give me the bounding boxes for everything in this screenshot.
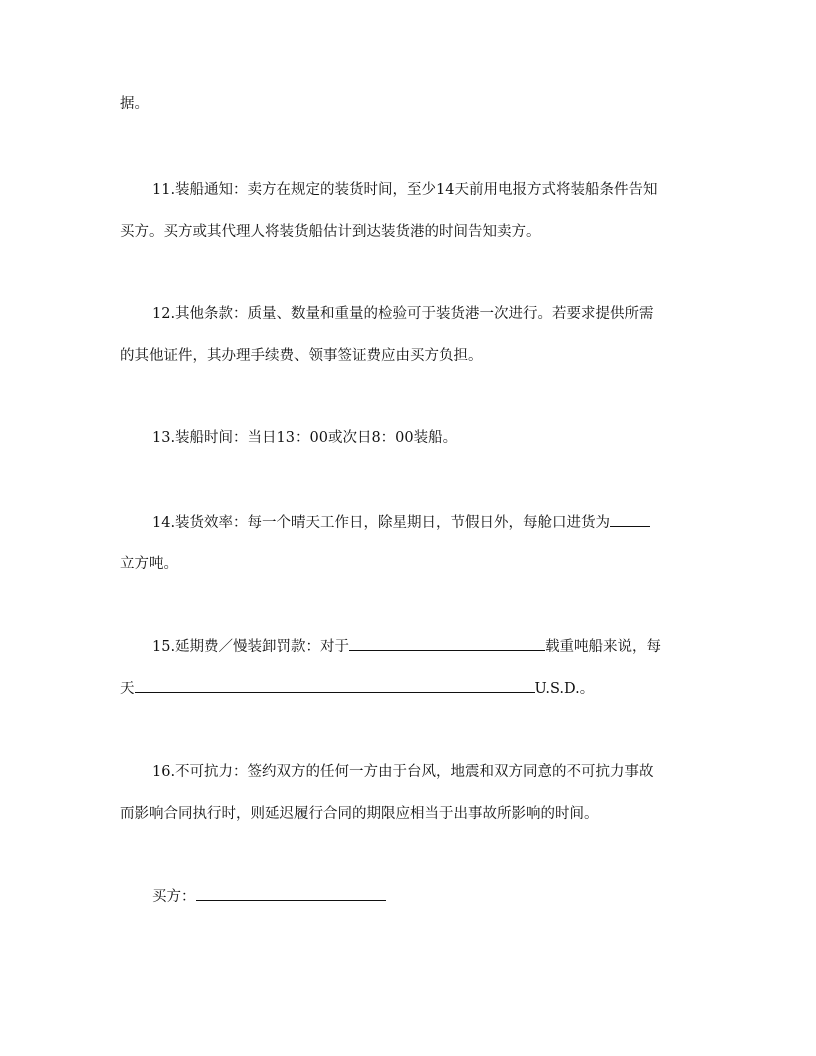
fill-blank-usd-amount[interactable] xyxy=(135,678,535,693)
fill-blank-cubic-tons[interactable] xyxy=(610,512,650,527)
buyer-signature-line xyxy=(152,886,386,907)
clause-11-line-1: 11.装船通知：卖方在规定的装货时间，至少14天前用电报方式将装船条件告知 xyxy=(152,182,658,198)
clause-13-line: 13.装船时间：当日13：00或次日8：00装船。 xyxy=(152,430,458,446)
clause-14-line-1 xyxy=(152,512,650,533)
clause-12-line-1: 12.其他条款：质量、数量和重量的检验可于装货港一次进行。若要求提供所需 xyxy=(152,306,654,322)
clause-15-day-label: 天 xyxy=(120,681,135,697)
clause-16-line-2: 而影响合同执行时，则延迟履行合同的期限应相当于出事故所影响的时间。 xyxy=(120,806,599,822)
fill-blank-buyer-signature[interactable] xyxy=(196,886,386,901)
clause-12-line-2: 的其他证件，其办理手续费、领事签证费应由买方负担。 xyxy=(120,348,483,364)
clause-14-line-2: 立方吨。 xyxy=(120,556,178,572)
clause-15-line-2 xyxy=(120,678,594,699)
fill-blank-tonnage[interactable] xyxy=(349,636,545,651)
clause-15-line-1 xyxy=(152,636,661,657)
clause-15-text-post: 载重吨船来说，每 xyxy=(545,639,662,655)
clause-15-currency: U.S.D.。 xyxy=(534,681,595,697)
clause-14-text: 14.装货效率：每一个晴天工作日，除星期日，节假日外，每舱口进货为 xyxy=(152,515,611,531)
clause-16-line-1: 16.不可抗力：签约双方的任何一方由于台风，地震和双方同意的不可抗力事故 xyxy=(152,764,654,780)
text-line: 据。 xyxy=(120,96,149,112)
buyer-label: 买方： xyxy=(152,889,196,905)
clause-11-line-2: 买方。买方或其代理人将装货船估计到达装货港的时间告知卖方。 xyxy=(120,224,541,240)
clause-15-text-pre: 15.延期费／慢装卸罚款：对于 xyxy=(152,639,350,655)
